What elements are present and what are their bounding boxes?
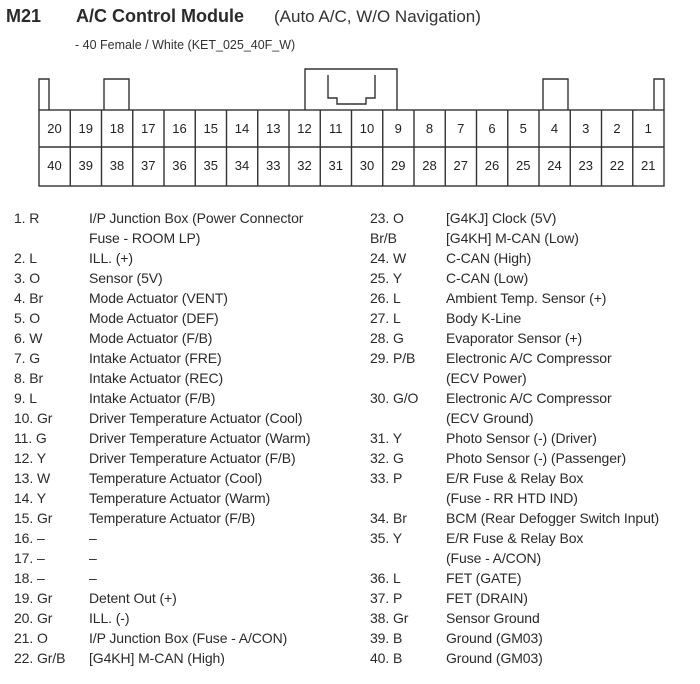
pin-description: ILL. (-) [89, 610, 130, 626]
pin-description: Ground (GM03) [446, 650, 543, 666]
pin-description: – [89, 550, 97, 566]
pin-cell-39: 39 [78, 158, 93, 173]
pin-list-left [14, 208, 364, 668]
pin-number: Br/B [370, 230, 397, 246]
pin-list-item [14, 288, 364, 308]
pin-list-item [370, 628, 700, 648]
pin-description: Intake Actuator (F/B) [89, 390, 216, 406]
page-title: A/C Control Module [76, 6, 244, 26]
pin-description: ILL. (+) [89, 250, 133, 266]
pin-list-item [14, 308, 364, 328]
connector-code: M21 [6, 6, 42, 26]
pin-list-item [14, 588, 364, 608]
pin-description: (ECV Ground) [446, 410, 534, 426]
latch-18 [104, 79, 129, 110]
pin-number: 24. W [370, 250, 407, 266]
pin-description: Electronic A/C Compressor [446, 350, 612, 366]
pin-number: 26. L [370, 290, 401, 306]
pin-list-item [370, 288, 700, 308]
pin-description: BCM (Rear Defogger Switch Input) [446, 510, 660, 526]
pin-list-item [14, 388, 364, 408]
pin-cell-1: 1 [644, 121, 652, 136]
pin-cell-26: 26 [484, 158, 500, 173]
pin-cell-23: 23 [578, 158, 593, 173]
pin-number: 27. L [370, 310, 401, 326]
pin-cell-10: 10 [359, 121, 375, 136]
pin-cell-28: 28 [422, 158, 437, 173]
pin-cell-31: 31 [328, 158, 343, 173]
pin-list-item [14, 628, 364, 648]
pin-description: [G4KH] M-CAN (High) [89, 650, 225, 666]
pin-list-item [14, 508, 364, 528]
pin-cell-20: 20 [47, 121, 62, 136]
pin-cell-34: 34 [234, 158, 250, 173]
pin-description: Detent Out (+) [89, 590, 177, 606]
pin-number: 19. Gr [14, 590, 53, 606]
pin-list-item [370, 648, 700, 668]
pin-list-item [14, 528, 364, 548]
pin-number: 28. G [370, 330, 404, 346]
pin-description: Ground (GM03) [446, 630, 543, 646]
pin-description: Intake Actuator (REC) [89, 370, 224, 386]
pin-description: Sensor (5V) [89, 270, 163, 286]
pin-number: 15. Gr [14, 510, 53, 526]
pin-cell-29: 29 [391, 158, 406, 173]
pin-cell-27: 27 [453, 158, 468, 173]
pin-cell-2: 2 [613, 121, 621, 136]
pin-cell-15: 15 [203, 121, 218, 136]
pin-description: Temperature Actuator (Cool) [89, 470, 263, 486]
pin-list-item [14, 208, 364, 228]
pin-cell-4: 4 [550, 121, 559, 136]
pin-cell-11: 11 [329, 121, 343, 136]
pin-description: Electronic A/C Compressor [446, 390, 612, 406]
pin-list-item [370, 488, 700, 508]
pin-number: 5. O [14, 310, 41, 326]
pin-cell-25: 25 [516, 158, 531, 173]
latch-left [39, 79, 49, 110]
pin-cell-32: 32 [297, 158, 312, 173]
pin-number: 4. Br [14, 290, 44, 306]
pin-number: 21. O [14, 630, 48, 646]
pin-list-item [370, 588, 700, 608]
pin-description: Mode Actuator (F/B) [89, 330, 213, 346]
pin-list-item [14, 348, 364, 368]
pin-number: 35. Y [370, 530, 402, 546]
connector-description: - 40 Female / White (KET_025_40F_W) [75, 38, 296, 52]
pin-cell-12: 12 [297, 121, 312, 136]
pin-list-item [14, 448, 364, 468]
pin-number: 14. Y [14, 490, 46, 506]
center-lock-inner [328, 75, 375, 104]
pin-list-item [14, 268, 364, 288]
pin-number: 11. G [14, 430, 47, 446]
title-variant: (Auto A/C, W/O Navigation) [274, 7, 481, 26]
pin-list-item [370, 308, 700, 328]
pin-number: 34. Br [370, 510, 407, 526]
pin-cell-16: 16 [172, 121, 187, 136]
pin-description: Fuse - ROOM LP) [89, 230, 201, 246]
pin-number: 7. G [14, 350, 41, 366]
pin-list-item [370, 428, 700, 448]
pin-description: FET (GATE) [446, 570, 522, 586]
pin-cell-37: 37 [141, 158, 156, 173]
pin-description: [G4KH] M-CAN (Low) [446, 230, 579, 246]
pin-cell-14: 14 [234, 121, 250, 136]
pin-description: Driver Temperature Actuator (Cool) [89, 410, 303, 426]
pin-number: 38. Gr [370, 610, 409, 626]
pin-description: Body K-Line [446, 310, 522, 326]
pin-description: Photo Sensor (-) (Passenger) [446, 450, 627, 466]
pin-number: 6. W [14, 330, 43, 346]
pin-number: 18. – [14, 570, 45, 586]
pin-number: 23. O [370, 210, 404, 226]
pin-number: 10. Gr [14, 410, 53, 426]
pin-list-item [370, 568, 700, 588]
pin-description: FET (DRAIN) [446, 590, 528, 606]
pin-cell-3: 3 [582, 121, 590, 136]
pin-list-item [370, 548, 700, 568]
pin-list-item [14, 468, 364, 488]
pin-cell-36: 36 [172, 158, 187, 173]
pin-list-item [370, 348, 700, 368]
pin-number: 40. B [370, 650, 403, 666]
pin-description: Ambient Temp. Sensor (+) [446, 290, 607, 306]
pin-description: Intake Actuator (FRE) [89, 350, 222, 366]
pin-cell-9: 9 [394, 121, 402, 136]
pin-cell-8: 8 [425, 121, 434, 136]
pin-cell-18: 18 [109, 121, 125, 136]
pin-description: (ECV Power) [446, 370, 527, 386]
pin-description: Driver Temperature Actuator (F/B) [89, 450, 296, 466]
pin-list-item [370, 328, 700, 348]
pin-description: – [89, 570, 97, 586]
pin-list-item [14, 568, 364, 588]
pin-cell-30: 30 [359, 158, 375, 173]
pin-number: 22. Gr/B [14, 650, 66, 666]
pin-cell-19: 19 [78, 121, 93, 136]
pin-description: Evaporator Sensor (+) [446, 330, 583, 346]
pin-list-item [370, 268, 700, 288]
pin-cell-6: 6 [488, 121, 496, 136]
pin-list-item [370, 248, 700, 268]
pin-cell-21: 21 [641, 158, 656, 173]
pin-description: Mode Actuator (VENT) [89, 290, 228, 306]
pin-number: 39. B [370, 630, 403, 646]
pin-description: – [89, 530, 97, 546]
pin-description: E/R Fuse & Relay Box [446, 530, 584, 546]
pin-number: 29. P/B [370, 350, 416, 366]
pin-list-item [370, 208, 700, 228]
pin-number: 3. O [14, 270, 41, 286]
pin-number: 13. W [14, 470, 51, 486]
pin-cell-24: 24 [547, 158, 562, 173]
pin-number: 12. Y [14, 450, 46, 466]
pin-number: 31. Y [370, 430, 402, 446]
pin-number: 2. L [14, 250, 37, 266]
pin-list-item [14, 608, 364, 628]
pin-list-item [370, 448, 700, 468]
pin-list-item [14, 248, 364, 268]
pin-cell-35: 35 [203, 158, 218, 173]
pin-description: C-CAN (Low) [446, 270, 529, 286]
pin-list-item [370, 608, 700, 628]
pin-number: 9. L [14, 390, 37, 406]
pin-cell-17: 17 [141, 121, 156, 136]
pin-number: 32. G [370, 450, 404, 466]
pin-number: 20. Gr [14, 610, 53, 626]
pin-description: Photo Sensor (-) (Driver) [446, 430, 597, 446]
pin-number: 17. – [14, 550, 45, 566]
pin-number: 36. L [370, 570, 401, 586]
pin-list-item [14, 648, 364, 668]
pin-number: 8. Br [14, 370, 44, 386]
pin-list-item [14, 428, 364, 448]
pin-cell-33: 33 [266, 158, 281, 173]
pin-list-item [14, 488, 364, 508]
pin-cell-13: 13 [266, 121, 281, 136]
pin-description: E/R Fuse & Relay Box [446, 470, 584, 486]
pin-list-right [370, 208, 700, 668]
pin-list-item [370, 228, 700, 248]
pin-list-item [14, 328, 364, 348]
pin-cell-7: 7 [457, 121, 465, 136]
pin-list-item [14, 228, 364, 248]
pin-number: 33. P [370, 470, 403, 486]
pin-number: 1. R [14, 210, 40, 226]
pin-cell-38: 38 [109, 158, 125, 173]
pin-list-item [14, 408, 364, 428]
pin-list-item [370, 508, 700, 528]
pin-cell-40: 40 [47, 158, 62, 173]
pin-description: (Fuse - RR HTD IND) [446, 490, 578, 506]
pin-number: 37. P [370, 590, 403, 606]
pin-description: Temperature Actuator (Warm) [89, 490, 271, 506]
pin-list-item [370, 388, 700, 408]
pin-list-item [370, 468, 700, 488]
latch-right [654, 79, 664, 110]
pin-cell-22: 22 [609, 158, 625, 173]
pin-number: 25. Y [370, 270, 402, 286]
pin-description: Temperature Actuator (F/B) [89, 510, 256, 526]
pin-description: Sensor Ground [446, 610, 540, 626]
pin-description: Driver Temperature Actuator (Warm) [89, 430, 311, 446]
pin-description: (Fuse - A/CON) [446, 550, 542, 566]
pin-list-item [14, 368, 364, 388]
pin-list-item [370, 408, 700, 428]
pin-list-item [370, 368, 700, 388]
pin-description: [G4KJ] Clock (5V) [446, 210, 557, 226]
pin-number: 30. G/O [370, 390, 419, 406]
pin-description: C-CAN (High) [446, 250, 532, 266]
pin-description: I/P Junction Box (Power Connector [89, 210, 304, 226]
pin-description: Mode Actuator (DEF) [89, 310, 219, 326]
connector-diagram [0, 0, 700, 200]
latch-4 [543, 79, 568, 110]
pin-number: 16. – [14, 530, 45, 546]
pin-list-item [370, 528, 700, 548]
pin-list-item [14, 548, 364, 568]
pin-cell-5: 5 [519, 121, 527, 136]
pin-description: I/P Junction Box (Fuse - A/CON) [89, 630, 288, 646]
